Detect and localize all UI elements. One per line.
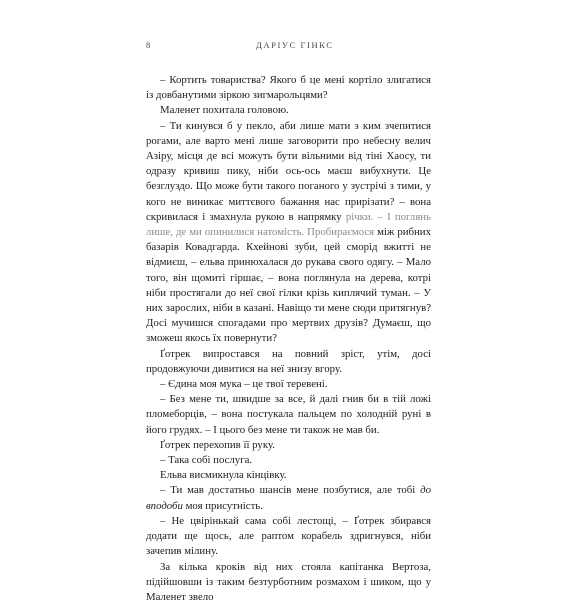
text-segment: За кілька кроків від них стояла капітанка Вертоза, підійшовши із таким безтурботним розмахом і шиком, що у Маленет звело [146, 561, 431, 603]
text-segment: річки. – І поглянь лише, де ми опинилися натомість. Пробираємося [146, 211, 431, 238]
paragraph [146, 347, 431, 377]
paragraph [146, 453, 431, 468]
text-segment: моя присутність. [183, 500, 263, 512]
text-segment: Ґотрек перехопив її руку. [160, 439, 275, 451]
paragraph [146, 73, 431, 103]
paragraph [146, 438, 431, 453]
paragraph [146, 483, 431, 513]
paragraph [146, 392, 431, 438]
paragraph [146, 514, 431, 560]
text-segment: – Така собі послуга. [160, 454, 252, 466]
emphasis: до вподоби [146, 484, 431, 511]
paragraph [146, 468, 431, 483]
text-segment: Маленет похитала головою. [160, 104, 289, 116]
paragraph [146, 103, 431, 118]
text-segment: Ельва висмикнула кінцівку. [160, 469, 286, 481]
text-segment: – Не цвірінькай сама собі лестощі, – Ґотрек збирався додати ще щось, але раптом корабель здригнувся, ніби зачепив мілину. [146, 515, 431, 557]
paragraph [146, 119, 431, 347]
text-segment: – Ти мав достатньо шансів мене позбутися, але тобі [160, 484, 420, 496]
paragraph [146, 560, 431, 605]
text-segment: Ґотрек випростався на повний зріст, утім, досі продовжуючи дивитися на неї знизу вгору. [146, 348, 431, 375]
text-segment: – Єдина моя мука – це твої теревені. [160, 378, 327, 390]
text-segment: – Ти кинувся б у пекло, аби лише мати з ким зчепитися рогами, але варто мені лише заговорити про небесну велич Азіру, місця де всі можуть бути вільними від тіні Хаосу, ти одразу кривиш пику, ніби ось-ось маєш вибухнути. Це безглуздо. Що може бути такого поганого у зустрічі з тими, у кого не виникає миттєвого бажання нас прирізати? – вона скривилася і змахнула рукою в напрямку [146, 120, 431, 223]
text-segment: – Кортить товариства? Якого б це мені кортіло злигатися із довбанутими зіркою зигмарольцями? [146, 74, 431, 101]
paragraph [146, 377, 431, 392]
running-head-author: ДАРІУС ГІНКС [256, 40, 334, 50]
text-segment: між рибних базарів Ковадгарда. Кхейнові зуби, цей сморід вжитті не відмиєш, – ельва принюхалася до рукава свого одягу. – Мало того, він щомиті гіршає, – вона поглянула на дерева, котрі ніби простягали до неї свої гілки крізь киплячий туман. – У них зарослих, ніби в казані. Навіщо ти мене сюди притягнув? Досі мучишся спогадами про мертвих друзів? Думаєш, що зможеш якось їх повернути? [146, 226, 431, 344]
body-text [146, 73, 431, 605]
page-number: 8 [146, 40, 150, 50]
running-head [146, 40, 436, 52]
text-segment: – Без мене ти, швидше за все, й далі гнив би в тій ложі пломеборців, – вона постукала пальцем по холодній руні в його грудях. – І цього без мене ти також не мав би. [146, 393, 431, 435]
